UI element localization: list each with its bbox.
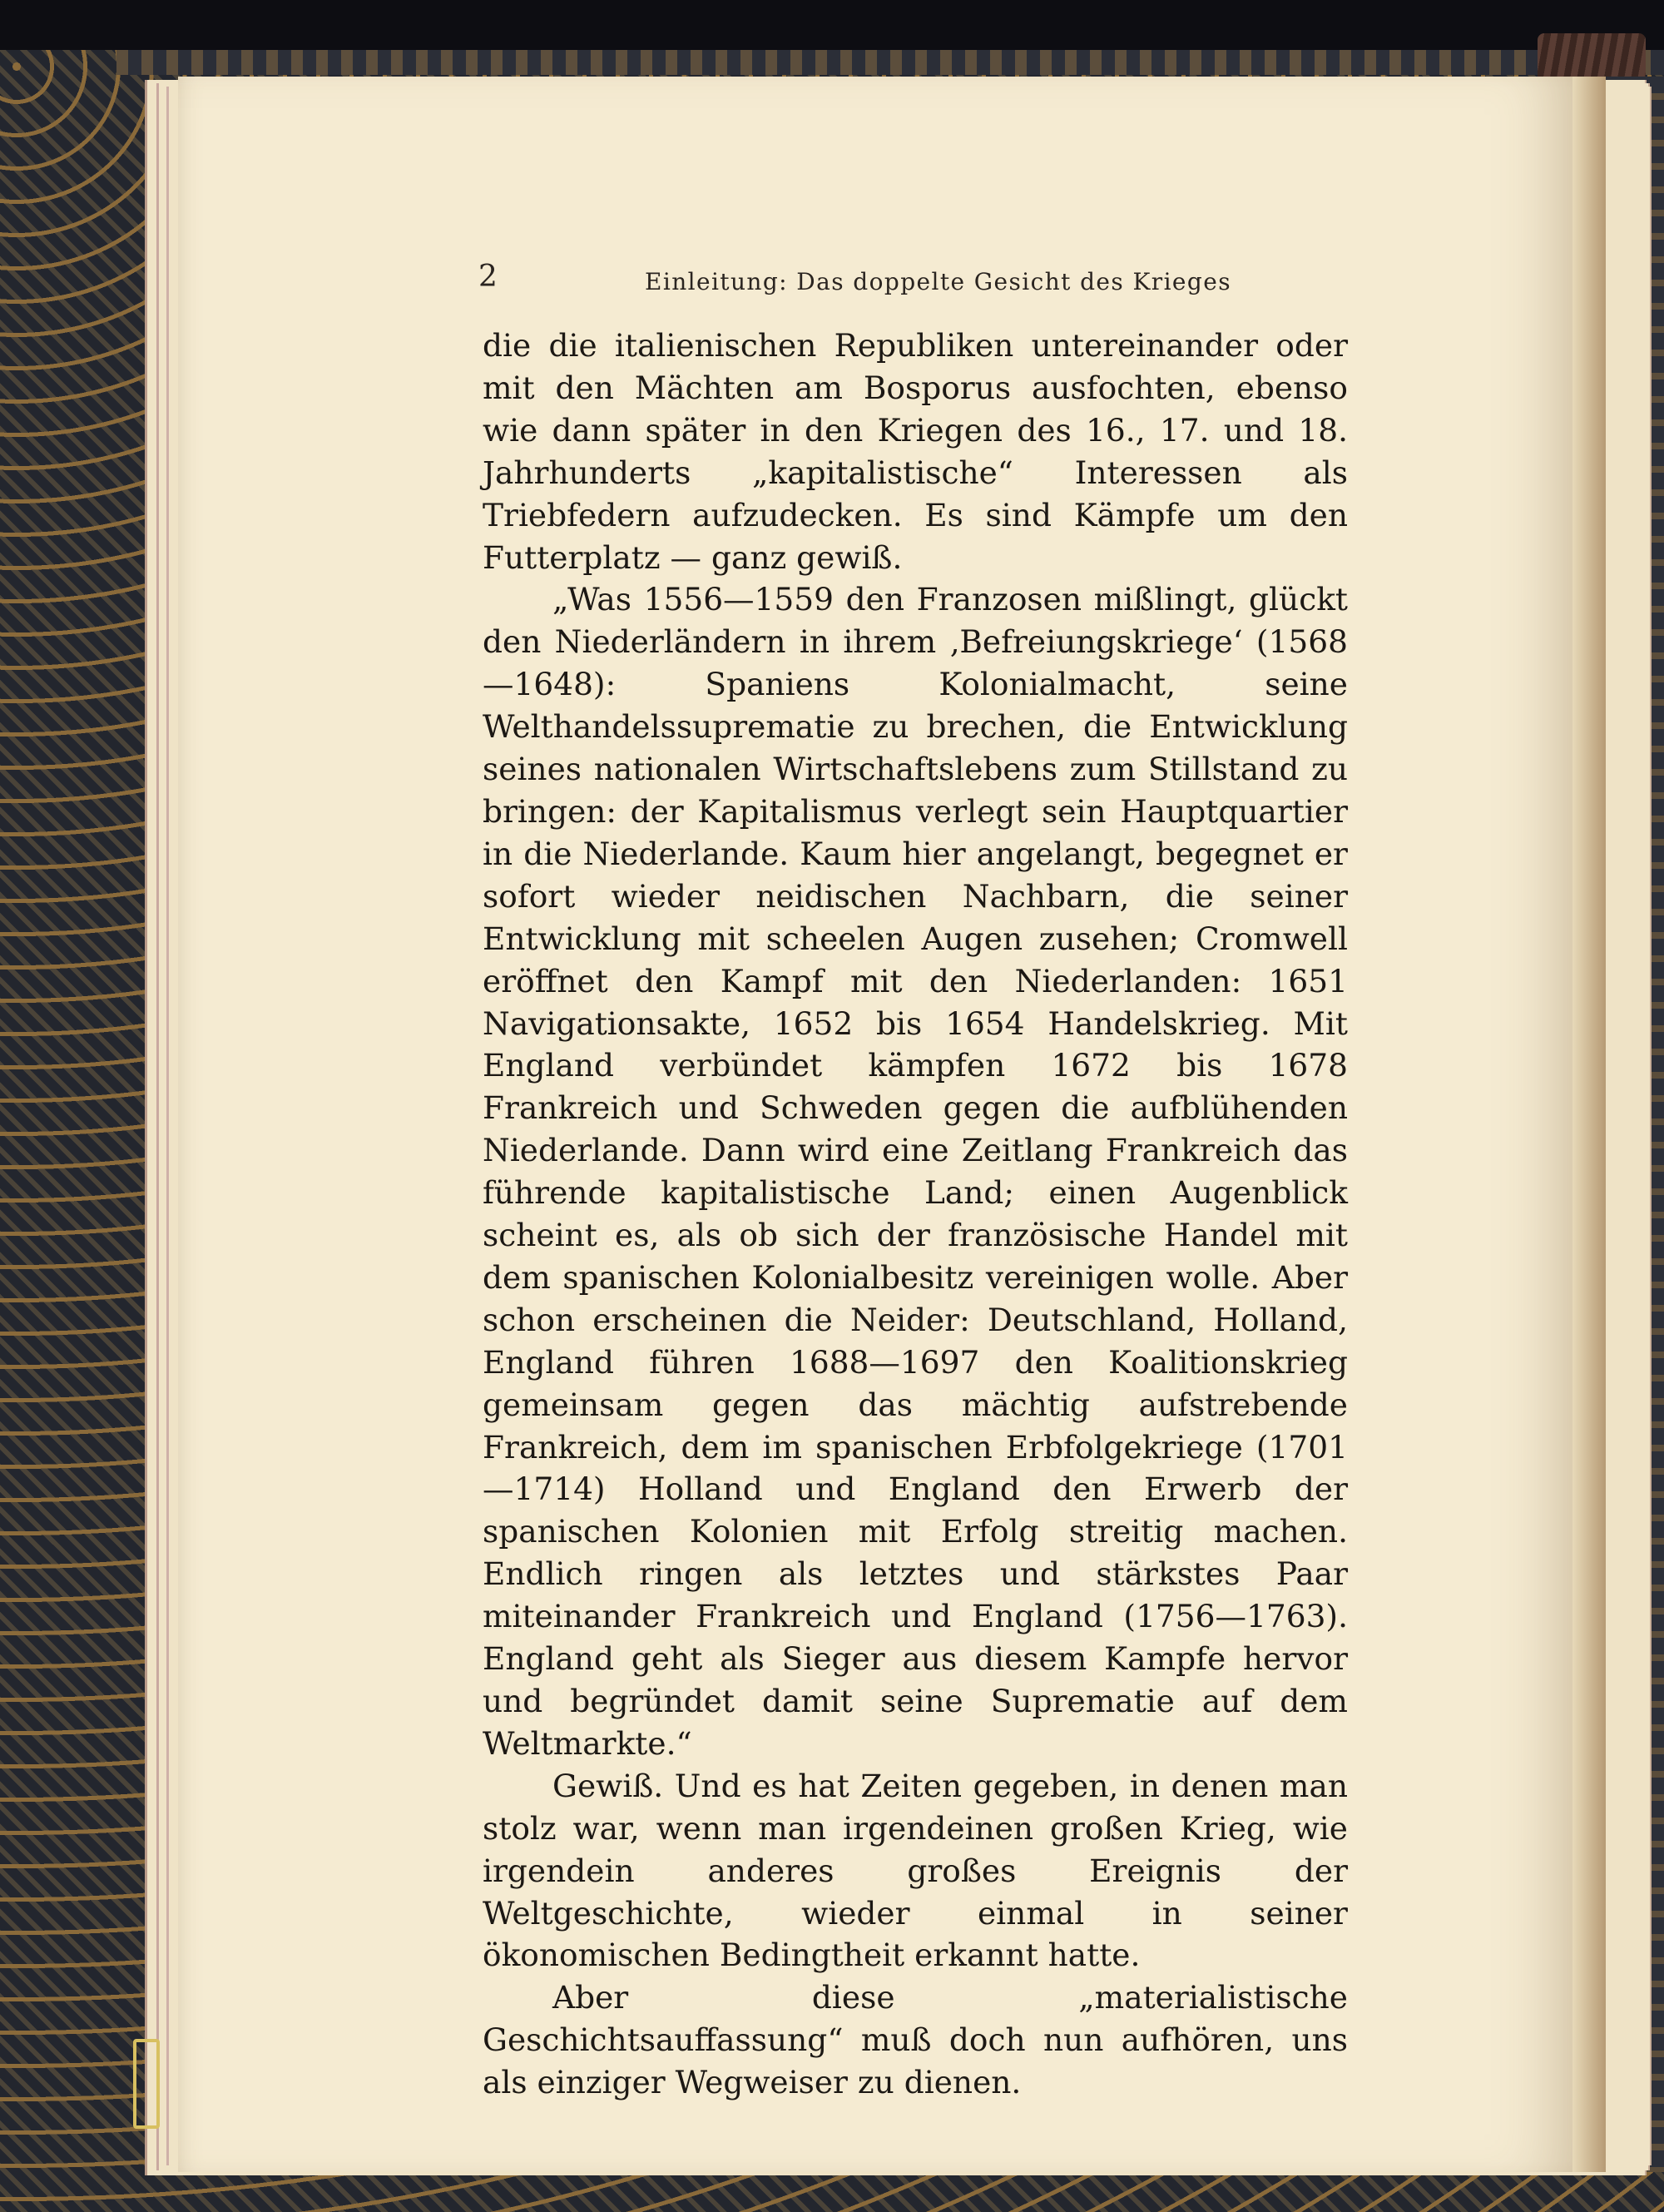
spine-clip (133, 2039, 160, 2129)
running-title: Einleitung: Das doppelte Gesicht des Krieges (645, 268, 1231, 295)
bookmark-ribbon (1538, 33, 1646, 83)
paragraph: die die italienischen Republiken untereinander oder mit den Mächten am Bosporus ausfochten, ebenso wie dann später in den Kriegen des 16., 17. und 18. Jahrhunderts „kapitalistische“ Interessen als Triebfedern aufzudecken. Es sind Kämpfe um den Futterplatz — ganz gewiß. (483, 327, 1348, 576)
paragraph: Gewiß. Und es hat Zeiten gegeben, in denen man stolz war, wenn man irgendeinen großen Krieg, wie irgendein anderes großes Ereignis der Weltgeschichte, wieder einmal in seiner ökonomischen Bedingtheit erkannt hatte. (483, 1767, 1348, 1974)
page-number: 2 (478, 260, 498, 294)
page-gutter-shadow (1572, 77, 1606, 2172)
paragraph: „Was 1556—1559 den Franzosen mißlingt, glückt den Niederländern in ihrem ‚Befreiungskriege‘ (1568—1648): Spaniens Kolonialmacht, seine Welthandelssuprematie zu brechen, die Entwicklung seines nationalen Wirtschaftslebens zum Stillstand zu bringen: der Kapitalismus verlegt sein Hauptquartier in die Niederlande. Kaum hier angelangt, begegnet er sofort wieder neidischen Nachbarn, die seiner Entwicklung mit scheelen Augen zusehen; Cromwell eröffnet den Kampf mit den Niederlanden: 1651 Navigationsakte, 1652 bis 1654 Handelskrieg. Mit England verbündet kämpfen 1672 bis 1678 Frankreich und Schweden gegen die aufblühenden Niederlande. Dann wird eine Zeitlang Frankreich das führende kapitalistische Land; einen Augenblick scheint es, als ob sich der französische Handel mit dem spanischen Kolonialbesitz vereinigen wolle. Aber schon erscheinen die Neider: Deutschland, Holland, England führen 1688—1697 den Koalitionskrieg gemeinsam gegen das mächtig aufstrebende Frankreich, dem im spanischen Erbfolgekriege (1701—1714) Holland und England den Erwerb der spanischen Kolonien mit Erfolg streitig machen. Endlich ringen als letztes und stärkstes Paar miteinander Frankreich und England (1756—1763). England geht als Sieger aus diesem Kampfe hervor und begründet damit seine Suprematie auf dem Weltmarkte.“ (483, 581, 1348, 1762)
book-cover-top-edge (116, 50, 1664, 75)
paragraph: Aber diese „materialistische Geschichtsauffassung“ muß doch nun aufhören, uns als einziger Wegweiser zu dienen. (483, 1979, 1348, 2101)
page-body-text (483, 325, 1348, 2104)
